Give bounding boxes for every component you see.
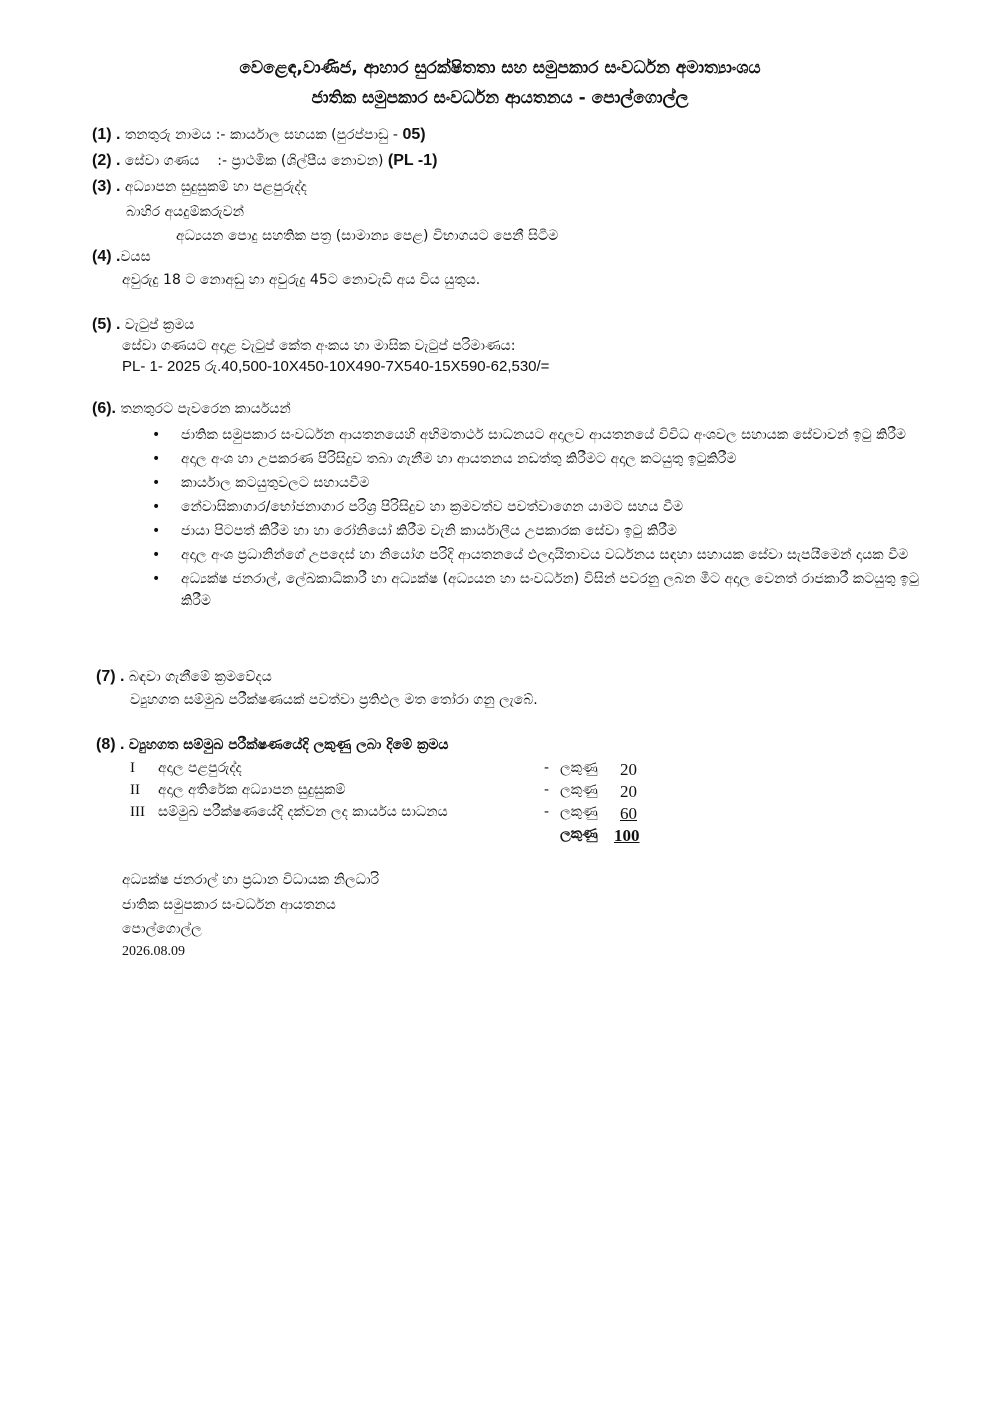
recruitment-title: බඳවා ගැනීමේ ක්‍රමවේදය bbox=[128, 669, 272, 685]
ministry-title: වෙළෙඳ,වාණිජ, ආහාර සුරක්ෂිතතා සහ සමුපකාර සංවර්ධන අමාත්‍යාංශය bbox=[239, 58, 761, 78]
document-date: 2026.08.09 bbox=[122, 944, 185, 959]
vacancy-count: 05) bbox=[402, 126, 426, 143]
row-numeral: III bbox=[130, 804, 145, 820]
marks-row bbox=[130, 760, 650, 782]
criterion: අදාල පළපුරුද්ද bbox=[158, 760, 242, 776]
marks-total-row bbox=[130, 826, 650, 848]
duty-text: කාර්යාල කටයුතුවලට සහායවීම bbox=[181, 475, 370, 491]
bullet-icon: • bbox=[152, 547, 161, 563]
criterion: සම්මුඛ පරීක්ෂණයේදි දක්වන ලද කාර්යය සාධනය bbox=[158, 804, 448, 820]
section-8-marking bbox=[96, 736, 448, 754]
section-number: (3) . bbox=[92, 178, 121, 195]
bullet-icon: • bbox=[152, 451, 161, 467]
list-item bbox=[150, 496, 945, 518]
marking-title: ව්‍යුහගත සම්මුඛ පරීක්ෂණයේදි ලකුණු ලබා දිමේ ක්‍රමය bbox=[128, 737, 449, 753]
section-2-service-category bbox=[92, 152, 437, 170]
duties-title: තනතුරට පැවරෙන කාර්යයන් bbox=[120, 401, 291, 417]
age-requirement: අවුරුදු 18 ට නොඅඩු හා අවුරුදු 45ට නොවැඩි අය විය යුතුය. bbox=[122, 272, 481, 288]
section-number: (7) . bbox=[96, 668, 125, 685]
dash: - bbox=[544, 804, 550, 820]
list-item bbox=[150, 544, 945, 566]
row-numeral: II bbox=[130, 782, 140, 798]
section-4-age bbox=[92, 248, 151, 266]
marks-row bbox=[130, 804, 650, 826]
bullet-icon: • bbox=[152, 475, 161, 491]
duty-text: අදාල අංශ ප්‍රධානින්ගේ උපදෙස් හා නියෝග පරිදි ආයතනයේ ඵලදායිතාවය වර්ධනය සඳහා සහායක සේවා සැපයීමෙන් දායක වීම bbox=[181, 547, 909, 563]
service-category-value: :- ප්‍රාථමික (ශිල්පීය නොවන) bbox=[217, 153, 384, 169]
duty-text: අදාල අංශ හා උපකරණ පිරිසිදුව තබා ගැනීම හා ආයතනය නඩත්තු කිරීමට අදාල කටයුතු ඉටුකිරීම bbox=[181, 451, 737, 467]
row-numeral: I bbox=[130, 760, 135, 776]
external-applicants-label: බාහිර අයදුම්කරුවන් bbox=[126, 204, 245, 220]
section-number: (4) . bbox=[92, 248, 121, 265]
total-marks: 100 bbox=[614, 826, 640, 845]
list-item bbox=[150, 520, 945, 542]
service-category-code: (PL -1) bbox=[387, 152, 438, 169]
list-item bbox=[150, 448, 945, 470]
section-6-duties bbox=[92, 400, 291, 418]
duty-text: ජාතික සමුපකාර සංවර්ධන ආයතනයෙහි අභිමතාර්ථ සාධනයට අදාලව ආයතනයේ විවිධ අංශවල සහායක සේවාවන් ඉටු කිරීම bbox=[181, 427, 906, 443]
criterion: අදාල අතිරේක අධ්‍යාපන සුදුසුකම් bbox=[158, 782, 346, 798]
total-label: ලකුණු bbox=[560, 826, 598, 842]
age-title: වයස bbox=[120, 249, 151, 265]
signatory-institute: ජාතික සමුපකාර සංවර්ධන ආයතනය bbox=[122, 897, 336, 913]
salary-title: වැටුප් ක්‍රමය bbox=[124, 317, 195, 333]
salary-scale: PL- 1- 2025 රු.40,500-10X450-10X490-7X540-15X590-62,530/= bbox=[122, 358, 550, 375]
marks-value: 20 bbox=[620, 782, 637, 801]
post-name-label: තනතුරු නාමය :- bbox=[124, 127, 226, 143]
section-number: (8) . bbox=[96, 736, 125, 753]
marks-row bbox=[130, 782, 650, 804]
marks-label: ලකුණු bbox=[560, 804, 598, 820]
section-3-qualifications bbox=[92, 178, 307, 196]
duties-list bbox=[150, 424, 945, 614]
service-category-label: සේවා ගණය bbox=[124, 153, 200, 169]
dash: - bbox=[544, 782, 550, 798]
list-item bbox=[150, 424, 945, 446]
section-number: (5) . bbox=[92, 316, 121, 333]
section-1-post-name bbox=[92, 126, 426, 144]
section-5-salary bbox=[92, 316, 194, 334]
qualification-detail: අධ්‍යයන පොදු සහතික පත්‍ර (සාමාන්‍ය පෙළ) විභාගයට පෙනී සිටීම bbox=[176, 228, 559, 244]
duty-text: අධ්‍යක්ෂ ජනරාල්, ලේඛකාධිකාරී හා අධ්‍යක්ෂ (අධ්‍යයන හා සංවර්ධන) විසින් පවරනු ලබන මීට අදාල වෙනත් රාජකාරී කටයුතු ඉටු කිරීම bbox=[181, 571, 919, 609]
dash: - bbox=[544, 760, 550, 776]
recruitment-method: ව්‍යුහගත සම්මුඛ පරීක්ෂණයක් පවත්වා ප්‍රතිඵල මත තෝරා ගනු ලැබේ. bbox=[130, 692, 538, 708]
section-number: (2) . bbox=[92, 152, 121, 169]
bullet-icon: • bbox=[152, 427, 161, 443]
marks-value: 20 bbox=[620, 760, 637, 779]
bullet-icon: • bbox=[152, 523, 161, 539]
salary-description: සේවා ගණයට අදාළ වැටුප් කේත අංකය හා මාසික වැටුප් පරිමාණය: bbox=[122, 338, 516, 354]
duty-text: නේවාසිකාගාර/භෝජනාගාර පරිශ්‍ර පිරිසිදුව හා ක්‍රමවත්ව පවත්වාගෙන යාමට සහය වීම bbox=[181, 499, 684, 515]
post-name-value: කාර්යාල සහයක (පුරප්පාඩු - bbox=[229, 127, 398, 143]
duty-text: ජායා පිටපත් කිරීම හා හා රෝනියෝ කිරීම වැනි කාර්යාලීය උපකාරක සේවා ඉටු කිරීම bbox=[181, 523, 677, 539]
section-number: (6). bbox=[92, 400, 116, 417]
signatory-location: පොල්ගොල්ල bbox=[122, 921, 202, 937]
bullet-icon: • bbox=[152, 499, 161, 515]
qualifications-title: අධ්‍යාපන සුදුසුකම් හා පළපුරුද්ද bbox=[124, 179, 307, 195]
marks-value: 60 bbox=[620, 804, 637, 823]
marks-label: ලකුණු bbox=[560, 760, 598, 776]
list-item bbox=[150, 472, 945, 494]
marks-label: ලකුණු bbox=[560, 782, 598, 798]
section-7-recruitment bbox=[96, 668, 272, 686]
signatory-title: අධ්‍යක්ෂ ජනරාල් හා ප්‍රධාන විධායක නිලධාරි bbox=[122, 872, 380, 888]
section-number: (1) . bbox=[92, 126, 121, 143]
list-item bbox=[150, 568, 945, 612]
institute-title: ජාතික සමුපකාර සංවර්ධන ආයතනය - පොල්ගොල්ල bbox=[311, 88, 689, 108]
bullet-icon: • bbox=[152, 571, 161, 587]
